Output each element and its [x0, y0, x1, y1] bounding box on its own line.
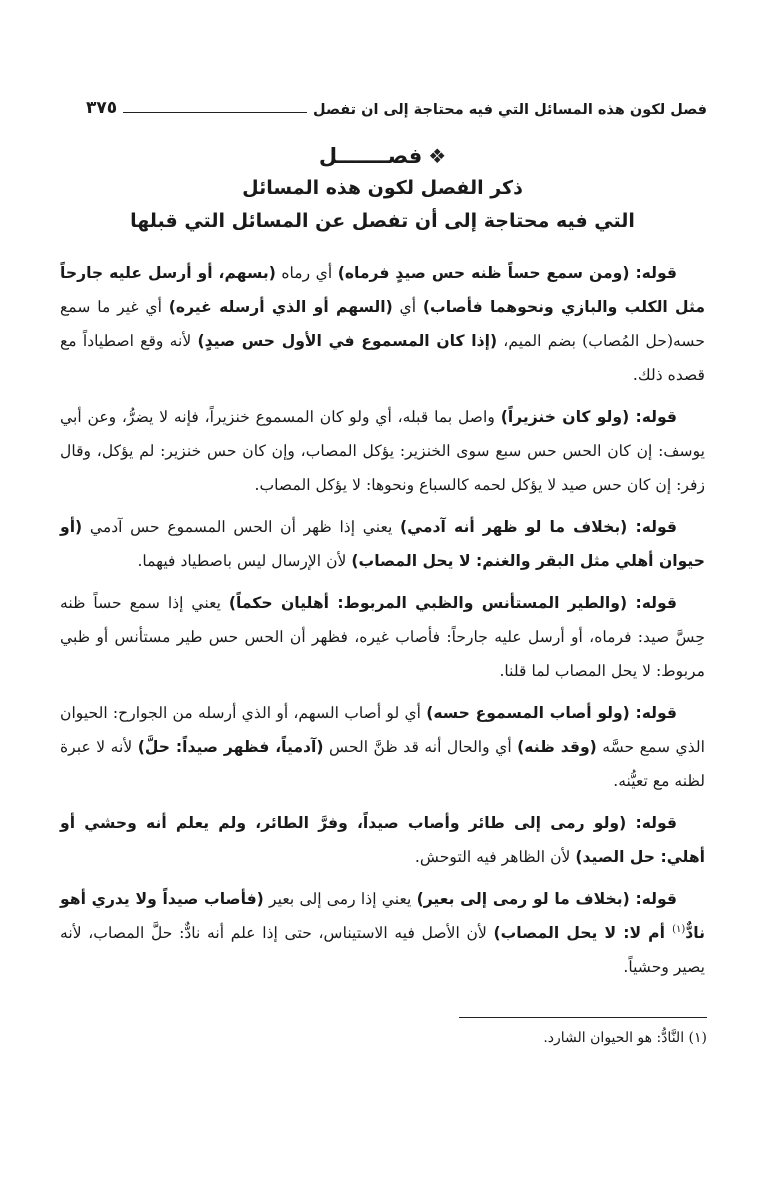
quoted-text: قوله: [626, 814, 677, 832]
running-header [86, 92, 707, 118]
section-title [60, 140, 705, 172]
quoted-text: أم لا: لا يحل المصاب) [493, 924, 673, 942]
commentary-text: أي [392, 298, 423, 316]
commentary-text: يعني إذا سمع حساً ظنه حِسَّ صيد: فرماه، أو أرسل عليه جارحاً: فأصاب غيره، فظهر أن الحس حس طير مستأنس أو ظبي مربوط: لا يحل المصاب لما قلنا. [60, 594, 705, 680]
quoted-text: (بخلاف ما لو ظهر أنه آدمي) [400, 518, 628, 536]
quoted-text: قوله: [629, 704, 678, 722]
quoted-text: (وقد ظنه) [517, 738, 597, 756]
footnote: (١) النَّادُّ: هو الحيوان الشارد. [543, 1030, 707, 1046]
quoted-text: (والطير المستأنس والظبي المربوط: أهليان حكماً) [228, 594, 628, 612]
quoted-text: (آدمياً، فظهر صيداً: حلَّ) [137, 738, 324, 756]
page-number: ٣٧٥ [86, 98, 118, 118]
paragraph [60, 882, 705, 984]
quoted-text: (السهم أو الذي أرسله غيره) [168, 298, 393, 316]
quoted-text: (ومن سمع حساً ظنه حس صيدٍ فرماه) [337, 264, 630, 282]
quoted-text: قوله: [629, 264, 677, 282]
quoted-text: (ولو كان خنزيراً) [500, 408, 630, 426]
quoted-text: قوله: [629, 408, 678, 426]
quoted-text: (ولو رمى إلى طائر وأصاب صيداً، وفرَّ الطائر، ولم يعلم أنه وحشي أو أهلي: حل الصيد) [60, 814, 705, 866]
quoted-text: قوله: [629, 890, 677, 908]
running-header-title: فصل لكون هذه المسائل التي فيه محتاجة إلى ان تفصل [313, 102, 707, 118]
quoted-text: (بسهم، أو أرسل عليه جارحاً مثل الكلب والبازي ونحوهما فأصاب) [60, 264, 705, 316]
commentary-text: أي غير ما سمع حسه(حل المُصاب) بضم الميم، [60, 298, 705, 350]
header-rule [123, 112, 307, 113]
paragraph [60, 696, 705, 798]
commentary-text: لأن الأصل فيه الاستيناس، حتى إذا علم أنه نادٌّ: حلَّ المصاب، لأنه يصير وحشياً. [60, 924, 705, 976]
section-subtitle-line-2: التي فيه محتاجة إلى أن تفصل عن المسائل التي قبلها [130, 210, 635, 232]
footnote-marker: (١) [672, 923, 686, 935]
paragraph [60, 806, 705, 874]
section-label: فصـــــــل [318, 144, 423, 168]
paragraph [60, 256, 705, 392]
quoted-text: قوله: [627, 518, 677, 536]
quoted-text: (فأصاب صيداً ولا يدري أهو نادٌّ [60, 890, 705, 942]
commentary-text: لأن الظاهر فيه التوحش. [414, 848, 576, 866]
commentary-text: يعني إذا رمى إلى بعير [263, 890, 417, 908]
paragraph [60, 400, 705, 502]
commentary-text: واصل بما قبله، أي ولو كان المسموع خنزيراً، فإنه لا يضرُّ، وعن أبي يوسف: إن كان الحس حس سبع سوى الخنزير: يؤكل المصاب، وإن كان حس خنزير: لم يؤكل، وقال زفر: إن كان حس صيد لا يؤكل لحمه كالسباع ونحوها: لا يؤكل المصاب. [60, 408, 705, 494]
quoted-text: قوله: [627, 594, 677, 612]
commentary-text: لأن الإرسال ليس باصطياد فيهما. [137, 552, 352, 570]
ornament-icon: ❖ [428, 144, 447, 168]
commentary-text: لأنه لا عبرة لظنه مع تعيُّنه. [60, 738, 705, 790]
quoted-text: (إذا كان المسموع في الأول حس صيدٍ) [197, 332, 498, 350]
quoted-text: (ولو أصاب المسموع حسه) [426, 704, 630, 722]
commentary-text: يعني إذا ظهر أن الحس المسموع حس آدمي [82, 518, 400, 536]
commentary-text: أي والحال أنه قد ظنَّ الحس [323, 738, 518, 756]
section-subtitle-line-1: ذكر الفصل لكون هذه المسائل [242, 177, 523, 199]
footnote-rule [459, 1017, 707, 1018]
quoted-text: (أو حيوان أهلي مثل البقر والغنم: لا يحل المصاب) [60, 518, 705, 570]
commentary-text: لأنه وقع اصطياداً مع قصده ذلك. [60, 332, 705, 384]
commentary-text: أي لو أصاب السهم، أو الذي أرسله من الجوارح: الحيوان الذي سمع حسَّه [60, 704, 705, 756]
paragraph [60, 586, 705, 688]
paragraph [60, 510, 705, 578]
commentary-text: أي رماه [275, 264, 338, 282]
body-text [60, 256, 705, 992]
quoted-text: (بخلاف ما لو رمى إلى بعير) [416, 890, 630, 908]
section-heading [60, 140, 705, 238]
